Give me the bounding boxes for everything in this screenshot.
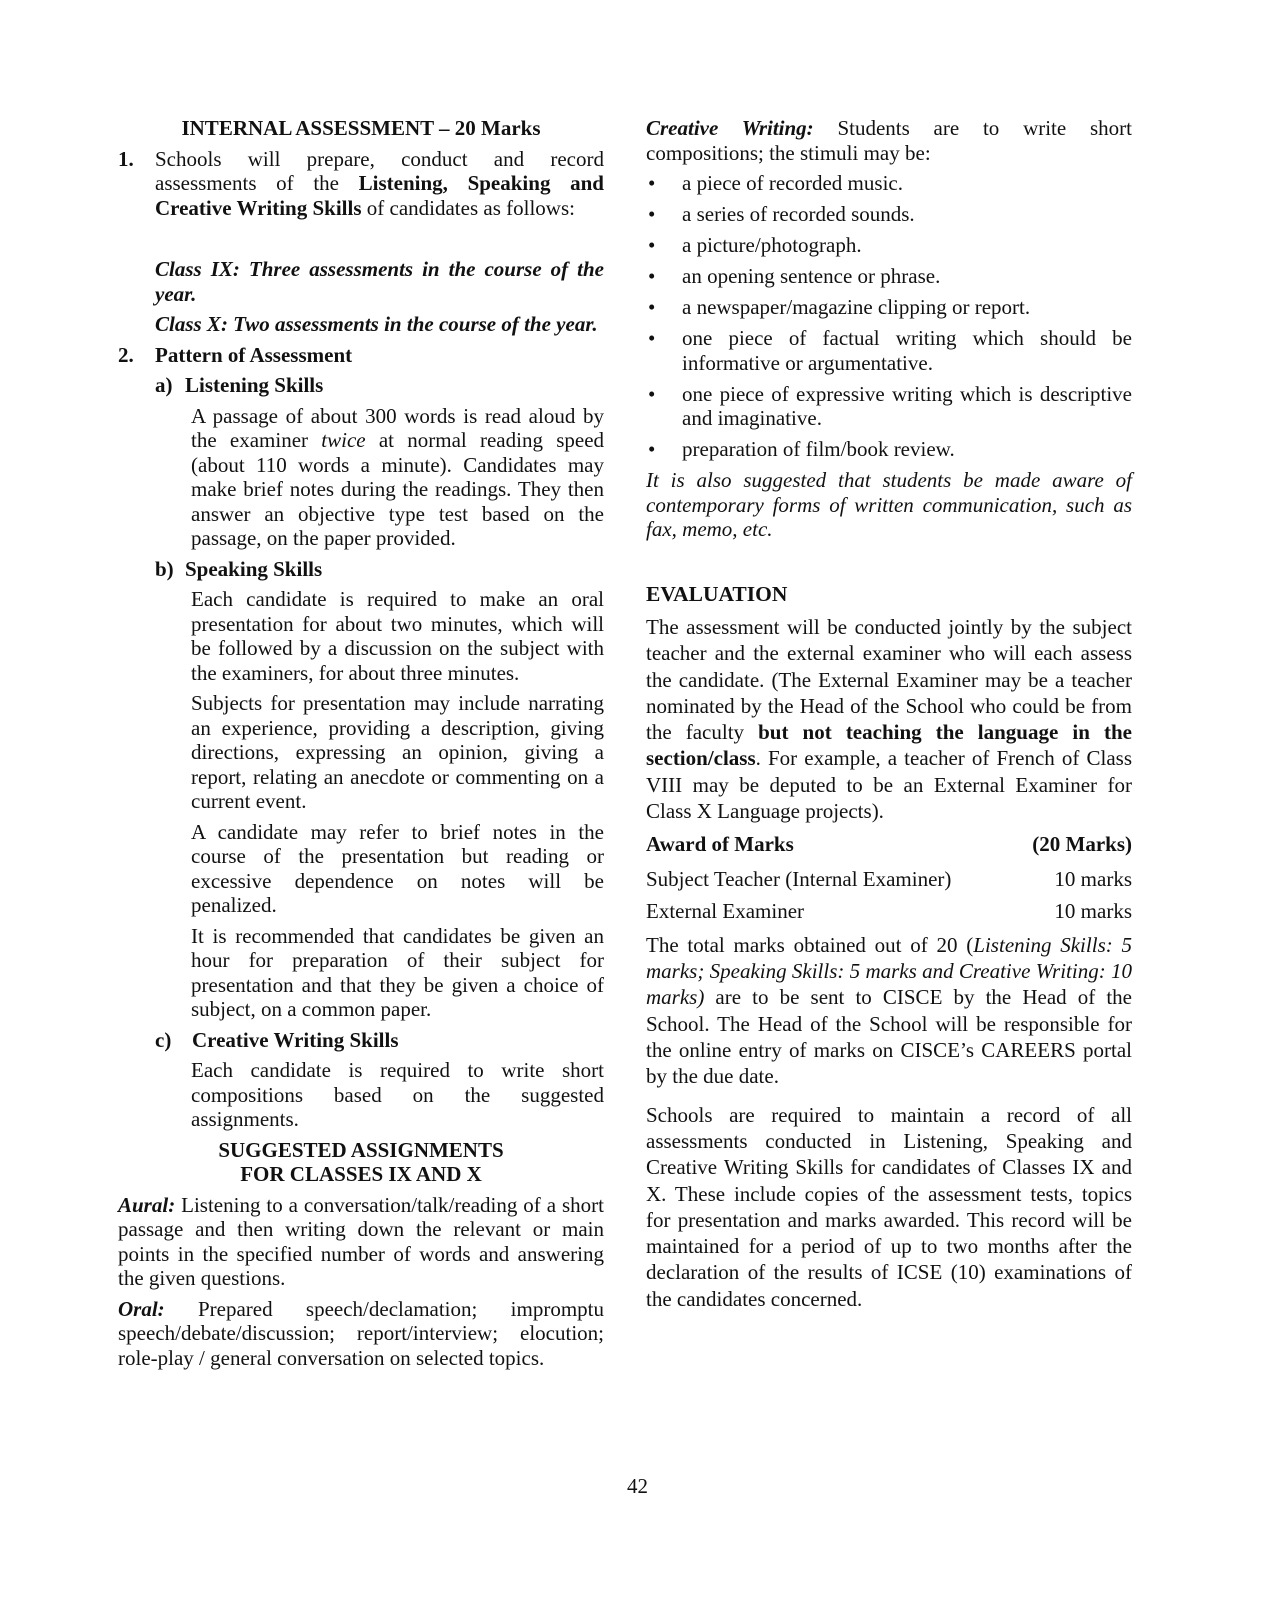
item-1-number: 1.: [118, 146, 134, 171]
suggestion-note: It is also suggested that students be made aware of contemporary forms of written communication, such as fax, memo, etc.: [646, 468, 1132, 541]
list-item: • a piece of recorded music.: [646, 171, 1132, 196]
speaking-skills-p1: Each candidate is required to make an oral presentation for about two minutes, which will be followed by a discussion on the subject with the examiners, for about three minutes.: [191, 587, 604, 685]
teacher-marks-row: [646, 867, 1132, 892]
evaluation-heading: EVALUATION: [646, 581, 788, 606]
creative-writing-header: c) Creative Writing Skills: [155, 1027, 399, 1052]
teacher-marks: 10 marks: [1054, 866, 1132, 891]
item-2-number: 2.: [118, 342, 134, 367]
listening-skills-header: a) Listening Skills: [155, 373, 324, 397]
external-marks: 10 marks: [1054, 899, 1132, 924]
speaking-skills-header: b) Speaking Skills: [155, 556, 323, 581]
listening-skills-title: Listening Skills: [185, 373, 324, 397]
suggested-assignments-heading-2: FOR CLASSES IX AND X: [240, 1162, 482, 1186]
stimuli-list: [646, 171, 1132, 462]
list-item: • preparation of film/book review.: [646, 437, 1132, 462]
total-marks-text: The total marks obtained out of 20 (Listening Skills: 5 marks; Speaking Skills: 5 marks and Creative Writing: 10 marks) are to be sent to CISCE by the Head of the School. The Head of the School will be responsible for the online entry of marks on CISCE’s CAREERS portal by the due date.: [646, 932, 1132, 1089]
list-item: • an opening sentence or phrase.: [646, 264, 1132, 289]
external-label: External Examiner: [646, 899, 805, 924]
speaking-skills-title: Speaking Skills: [185, 556, 323, 581]
speaking-skills-p4: It is recommended that candidates be given an hour for preparation of their subject for presentation and that they be given a choice of subject, on a common paper.: [191, 923, 604, 1021]
speaking-skills-p2: Subjects for presentation may include narrating an experience, providing a description, giving directions, expressing an opinion, giving a report, relating an anecdote or commenting on a current event.: [191, 691, 604, 813]
award-label: Award of Marks: [646, 832, 794, 857]
evaluation-text: The assessment will be conducted jointly by the subject teacher and the external examiner who will each assess the candidate. (The External Examiner may be a teacher nominated by the Head of the School who could be from the faculty but not teaching the language in the section/class. For example, a teacher of French of Class VIII may be deputed to be an External Examiner for Class X Language projects).: [646, 615, 1132, 824]
item-2: [118, 343, 604, 368]
list-item: • a series of recorded sounds.: [646, 202, 1132, 227]
item-1: [118, 147, 604, 221]
page-number: 42: [627, 1474, 648, 1498]
creative-writing-intro: Creative Writing: Students are to write short compositions; the stimuli may be:: [646, 116, 1132, 165]
records-text: Schools are required to maintain a record of all assessments conducted in Listening, Speaking and Creative Writing Skills for candidates of Classes IX and X. These include copies of the assessment tests, topics for presentation and marks awarded. This record will be maintained for a period of up to two months after the declaration of the results of ICSE (10) examinations of the candidates concerned.: [646, 1102, 1132, 1311]
list-item: • one piece of factual writing which should be informative or argumentative.: [646, 326, 1132, 375]
item-2-title: Pattern of Assessment: [155, 342, 353, 367]
award-total: (20 Marks): [1032, 832, 1132, 857]
internal-assessment-heading: INTERNAL ASSESSMENT – 20 Marks: [181, 116, 541, 140]
class-ix-note: Class IX: Three assessments in the course of the year.: [155, 257, 604, 306]
item-1-text: Schools will prepare, conduct and record assessments of the Listening, Speaking and Creative Writing Skills of candidates as follows:: [155, 146, 604, 220]
oral-paragraph: Oral: Prepared speech/declamation; impromptu speech/debate/discussion; report/interview; elocution; role-play / general conversation on selected topics.: [118, 1296, 604, 1370]
speaking-skills-p3: A candidate may refer to brief notes in the course of the presentation but reading or excessive dependence on notes will be penalized.: [191, 819, 604, 917]
award-of-marks-row: [646, 832, 1132, 857]
list-item: • one piece of expressive writing which is descriptive and imaginative.: [646, 382, 1132, 431]
external-marks-row: [646, 899, 1132, 924]
aural-paragraph: Aural: Listening to a conversation/talk/reading of a short passage and then writing down the relevant or main points in the specified number of words and answering the given questions.: [118, 1192, 604, 1290]
left-column: [118, 116, 604, 1370]
teacher-label: Subject Teacher (Internal Examiner): [646, 866, 952, 891]
creative-writing-text: Each candidate is required to write short compositions based on the suggested assignments.: [191, 1058, 604, 1131]
listening-skills-text: A passage of about 300 words is read aloud by the examiner twice at normal reading speed (about 110 words a minute). Candidates may make brief notes during the readings. They then answer an objective type test based on the passage, on the paper provided.: [191, 403, 605, 550]
suggested-assignments-heading-1: SUGGESTED ASSIGNMENTS: [218, 1137, 504, 1162]
list-item: • a picture/photograph.: [646, 233, 1132, 258]
class-x-note: Class X: Two assessments in the course of the year.: [155, 312, 598, 336]
right-column: [646, 116, 1132, 1312]
creative-writing-title: Creative Writing Skills: [192, 1027, 399, 1052]
list-item: • a newspaper/magazine clipping or report.: [646, 295, 1132, 320]
